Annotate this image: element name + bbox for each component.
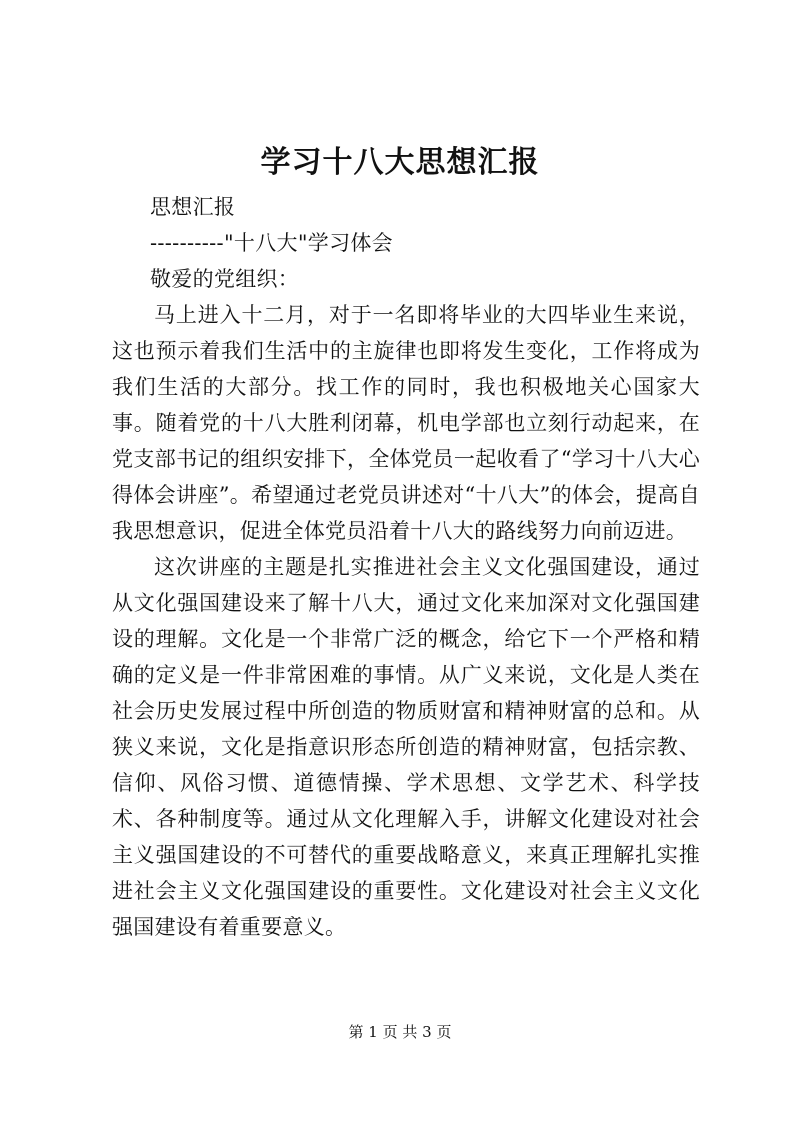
document-title: 学习十八大思想汇报 bbox=[260, 145, 540, 180]
page-footer: 第 1 页 共 3 页 bbox=[348, 1023, 452, 1041]
salutation-line: 敬爱的党组织： bbox=[150, 267, 300, 291]
body-paragraph-1: 马上进入十二月，对于一名即将毕业的大四毕业生来说，这也预示着我们生活中的主旋律也即将发生变化，工作将成为我们生活的大部分。找工作的同时，我也积极地关心国家大事。随着党的十八大胜利闭幕，机电学部也立刻行动起来，在党支部书记的组织安排下，全体党员一起收看了“学习十八大心得体会讲座”。希望通过老党员讲述对“十八大”的体会，提高自我思想意识，促进全体党员沿着十八大的路线努力向前迈进。 bbox=[112, 303, 700, 543]
document-body bbox=[112, 189, 700, 945]
body-paragraph-2: 这次讲座的主题是扎实推进社会主义文化强国建设，通过从文化强国建设来了解十八大，通过文化来加深对文化强国建设的理解。文化是一个非常广泛的概念，给它下一个严格和精确的定义是一件非常困难的事情。从广义来说，文化是人类在社会历史发展过程中所创造的物质财富和精神财富的总和。从狭义来说，文化是指意识形态所创造的精神财富，包括宗教、信仰、风俗习惯、道德情操、学术思想、文学艺术、科学技术、各种制度等。通过从文化理解入手，讲解文化建设对社会主义强国建设的不可替代的重要战略意义，来真正理解扎实推进社会主义文化强国建设的重要性。文化建设对社会主义文化强国建设有着重要意义。 bbox=[112, 555, 700, 939]
subheading-line: ----------"十八大"学习体会 bbox=[150, 231, 393, 255]
heading-line: 思想汇报 bbox=[150, 195, 236, 219]
